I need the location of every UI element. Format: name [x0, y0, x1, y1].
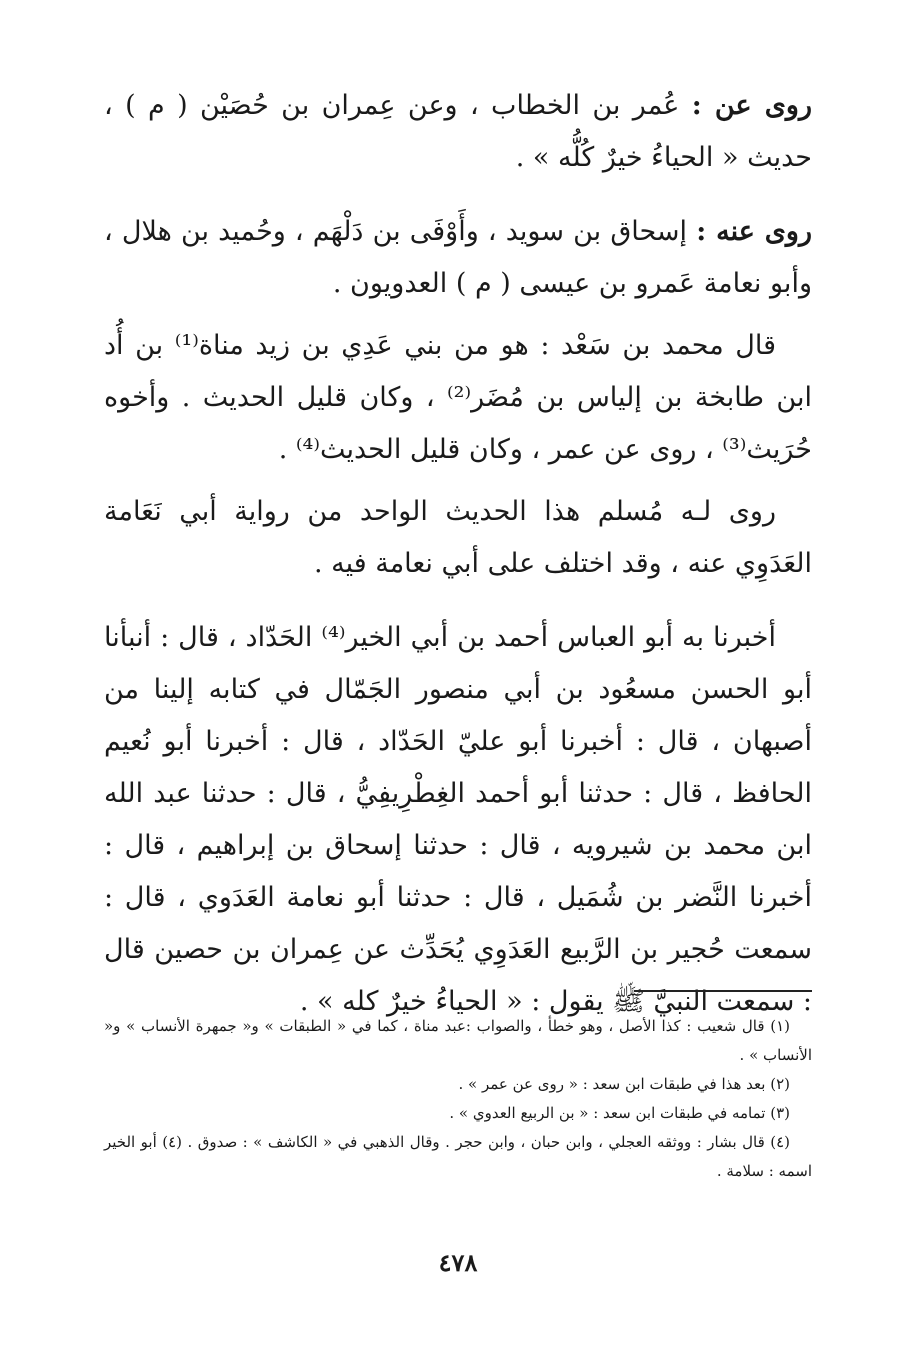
main-text [104, 80, 812, 1038]
page-number: ٤٧٨ [438, 1248, 478, 1277]
footnote-separator [634, 990, 812, 992]
paragraph-ibn-saad: قال محمد بن سَعْد : هو من بني عَدِي بن زيد مناة⁽¹⁾ بن أُد ابن طابخة بن إلياس بن مُضَر⁽²⁾ ، وكان قليل الحديث . وأخوه حُرَيث⁽³⁾ ، روى عن عمر ، وكان قليل الحديث⁽⁴⁾ . [104, 330, 812, 465]
narrated-by-text: إسحاق بن سويد ، وأَوْفَى بن دَلْهَم ، وحُميد بن هلال ، وأبو نعامة عَمرو بن عيسى ( م ) العدويون . [104, 216, 812, 299]
narrated-by-label: روى عنه : [696, 216, 812, 247]
footnotes [104, 1012, 812, 1186]
paragraph-narrated-from [104, 80, 812, 184]
footnote-4: (٤) قال بشار : ووثقه العجلي ، وابن حبان ، وابن حجر . وقال الذهبي في « الكاشف » : صدوق . (٤) أبو الخير اسمه : سلامة . [104, 1133, 812, 1180]
paragraph-muslim: روى لـه مُسلم هذا الحديث الواحد من رواية أبي نَعَامة العَدَوِي عنه ، وقد اختلف على أبي نعامة فيه . [104, 496, 812, 579]
paragraph-isnad: أخبرنا به أبو العباس أحمد بن أبي الخير⁽⁴⁾ الحَدّاد ، قال : أنبأنا أبو الحسن مسعُود بن أبي منصور الجَمّال في كتابه إلينا من أصبهان ، قال : أخبرنا أبو عليّ الحَدّاد ، قال : أخبرنا أبو نُعيم الحافظ ، قال : حدثنا أبو أحمد الغِطْرِيفِيُّ ، قال : حدثنا عبد الله ابن محمد بن شيرويه ، قال : حدثنا إسحاق بن إبراهيم ، قال : أخبرنا النَّضر بن شُمَيل ، قال : حدثنا أبو نعامة العَدَوي ، قال : سمعت حُجير بن الرَّبيع العَدَوِي يُحَدِّث عن عِمران بن حصين قال : سمعت النبيَّ ﷺ يقول : « الحياءُ خيرٌ كله » . [104, 622, 812, 1017]
narrated-from-text: عُمر بن الخطاب ، وعن عِمران بن حُصَيْن ( م ) ، حديث « الحياءُ خيرٌ كُلُّه » . [104, 90, 812, 173]
paragraph-narrated-by [104, 206, 812, 310]
footnote-3: (٣) تمامه في طبقات ابن سعد : « بن الربيع العدوي » . [449, 1104, 790, 1122]
narrated-from-label: روى عن : [691, 90, 812, 121]
footnote-2: (٢) بعد هذا في طبقات ابن سعد : « روى عن عمر » . [458, 1075, 790, 1093]
footnote-1: (١) قال شعيب : كذا الأصل ، وهو خطأ ، والصواب :عبد مناة ، كما في « الطبقات » و« جمهرة الأنساب » و« الأنساب » . [104, 1017, 812, 1064]
